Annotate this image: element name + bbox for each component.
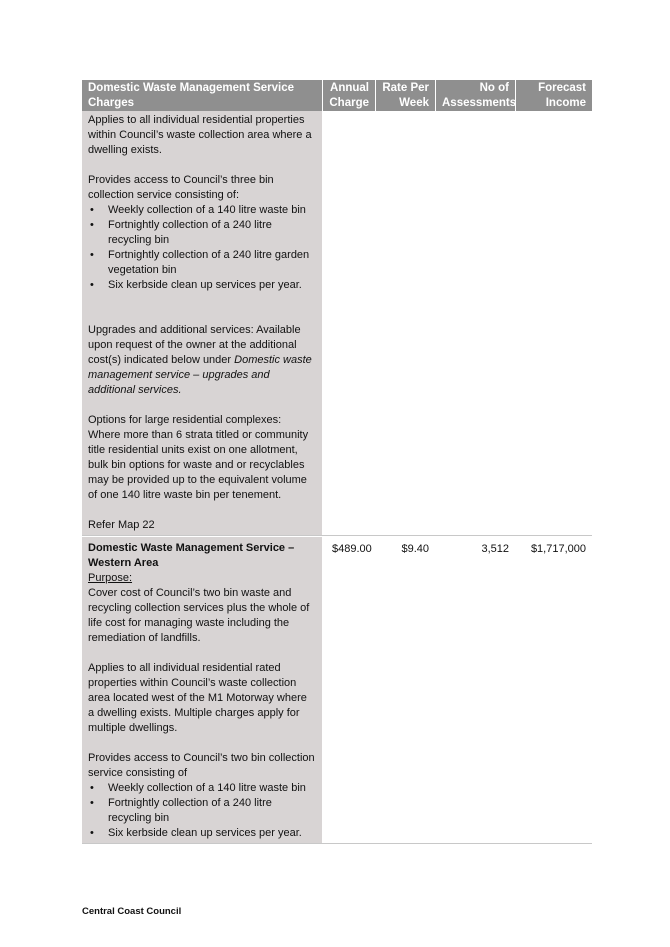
row2-forecast-income: $1,717,000: [530, 543, 586, 555]
row2-purpose-label: Purpose:: [88, 572, 133, 584]
list-item: • Weekly collection of a 140 litre waste bin: [88, 781, 316, 796]
row2-title: Domestic Waste Management Service – Western Area: [88, 542, 295, 569]
list-item: • Fortnightly collection of a 240 litre recycling bin: [88, 218, 316, 248]
row2-provides-text: Provides access to Council’s two bin collection service consisting of: [88, 752, 315, 779]
list-item: • Six kerbside clean up services per year.: [88, 826, 316, 841]
header-rate-per-week: Rate Per Week: [375, 80, 435, 111]
header-annual-charge: Annual Charge: [322, 80, 375, 111]
row1-upgrades-text: Upgrades and additional services: Available upon request of the owner at the additional cost(s) indicated below under Domestic waste management service – upgrades and additional services.: [88, 324, 312, 396]
row1-provides-text: Provides access to Council’s three bin collection service consisting of:: [88, 174, 274, 201]
table-header: [82, 80, 592, 111]
header-no-of-assessments: No of Assessments: [435, 80, 515, 111]
list-item: • Six kerbside clean up services per year.: [88, 278, 316, 293]
list-item: • Weekly collection of a 140 litre waste bin: [88, 203, 316, 218]
row2-bullet-list: [88, 781, 316, 841]
row1-applies-text: Applies to all individual residential properties within Council’s waste collection area where a dwelling exists.: [88, 114, 312, 156]
row2-description: [82, 536, 322, 843]
list-item: • Fortnightly collection of a 240 litre garden vegetation bin: [88, 248, 316, 278]
table-row: [82, 536, 592, 844]
waste-charges-table: [82, 80, 592, 844]
row2-purpose-text: Cover cost of Council’s two bin waste and recycling collection services plus the whole of life cost for managing waste including the remediation of landfills.: [88, 587, 310, 644]
row1-description: [82, 111, 322, 535]
row2-applies-text: Applies to all individual residential rated properties within Council’s waste collection area located west of the M1 Motorway where a dwelling exists. Multiple charges apply for multiple dwellings.: [88, 662, 307, 734]
row1-large-complexes-text: Options for large residential complexes: Where more than 6 strata titled or community title residential units exist on one allotment, bulk bin options for waste and or recyclables may be provided up to the equivalent volume of one 140 litre waste bin per tenement.: [88, 414, 309, 501]
row2-assessments: 3,512: [481, 543, 509, 555]
list-item: • Fortnightly collection of a 240 litre recycling bin: [88, 796, 316, 826]
row2-annual-charge: $489.00: [332, 543, 372, 555]
footer-org-name: Central Coast Council: [82, 906, 182, 917]
row1-bullet-list: [88, 203, 316, 293]
header-forecast-income: Forecast Income: [515, 80, 592, 111]
row2-rate-per-week: $9.40: [401, 543, 429, 555]
header-service-charges: Domestic Waste Management Service Charges: [88, 82, 295, 109]
table-row: [82, 111, 592, 536]
row1-map-reference: Refer Map 22: [88, 519, 155, 531]
